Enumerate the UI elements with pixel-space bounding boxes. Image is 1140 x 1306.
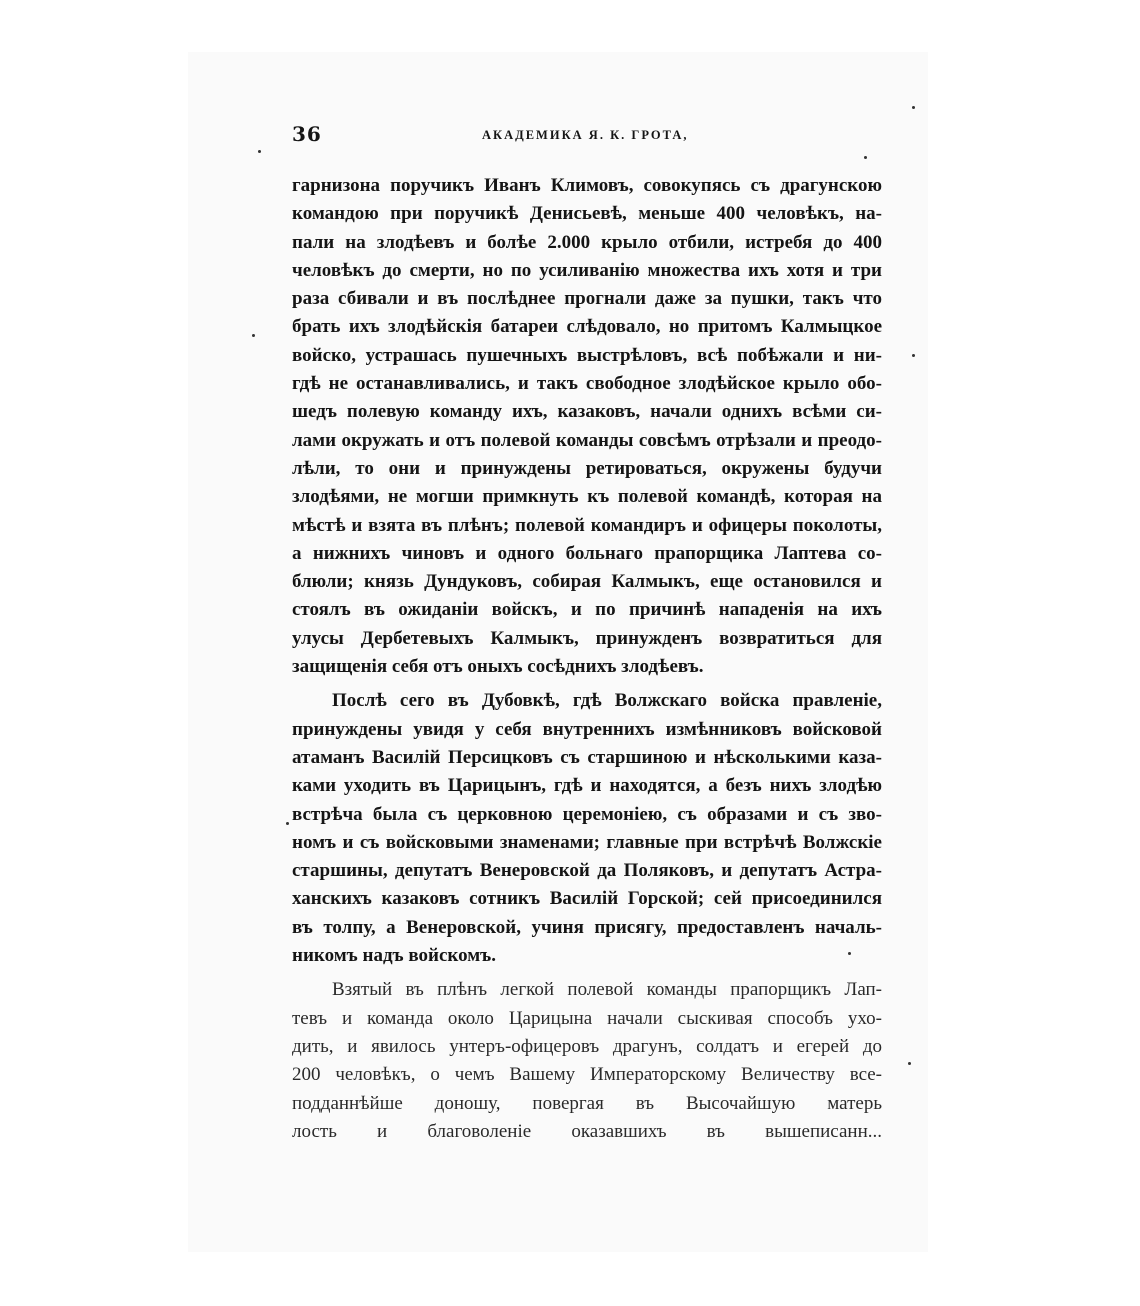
text-line: войско, устрашась пушечныхъ выстрѣловъ, всѣ побѣжали и ни- [292,344,882,366]
text-line: 200 человѣкъ, о чемъ Вашему Императорскому Величеству все- [292,1064,882,1086]
text-line: стоялъ въ ожиданіи войскъ, и по причинѣ нападенія на ихъ [292,599,882,621]
text-line: Взятый въ плѣнъ легкой полевой команды прапорщикъ Лап- [332,979,882,1001]
text-line: командою при поручикѣ Денисьевѣ, меньше 400 человѣкъ, на- [292,203,882,225]
text-line: лѣли, то они и принуждены ретироваться, окружены будучи [292,457,882,479]
text-line: гдѣ не останавливались, и такъ свободное злодѣйское крыло обо- [292,373,882,395]
text-line: старшины, депутатъ Венеровской да Поляковъ, и депутатъ Астра- [292,860,882,882]
scan-speck [258,150,261,153]
text-line: лами окружать и отъ полевой команды совсѣмъ отрѣзали и преодо- [292,429,882,451]
text-line: подданнѣйше доношу, повергая въ Высочайшую матерь [292,1092,882,1114]
body-text [292,172,882,1152]
text-line: раза сбивали и въ послѣднее прогнали даже за пушки, такъ что [292,288,882,310]
text-line: никомъ надъ войскомъ. [292,945,496,967]
page-number: 36 [292,122,322,146]
scan-speck [908,1062,911,1065]
text-line: человѣкъ до смерти, но по усиливанію множества ихъ хотя и три [292,259,882,281]
text-line: пали на злодѣевъ и болѣе 2.000 крыло отбили, истребя до 400 [292,231,882,253]
text-line: принуждены увидя у себя внутреннихъ измѣнниковъ войсковой [292,718,882,740]
scan-speck [252,334,255,337]
text-line: злодѣями, не могши примкнуть къ полевой командѣ, которая на [292,486,882,508]
text-line: улусы Дербетевыхъ Калмыкъ, принужденъ возвратиться для [292,627,882,649]
scan-speck [848,952,851,955]
text-line: защищенія себя отъ оныхъ сосѣднихъ злодѣевъ. [292,656,704,678]
text-line: атаманъ Василій Персицковъ съ старшиною и нѣсколькими каза- [292,746,882,768]
text-line: встрѣча была съ церковною церемоніею, съ образами и съ зво- [292,803,882,825]
scan-speck [286,822,289,825]
text-line: а нижнихъ чиновъ и одного больнаго прапорщика Лаптева со- [292,542,882,564]
paragraph-1 [292,172,882,681]
text-line: блюли; князь Дундуковъ, собирая Калмыкъ, еще остановился и [292,571,882,593]
page-header [292,122,882,152]
scan-speck [912,106,915,109]
text-line: мѣстѣ и взята въ плѣнъ; полевой командиръ и офицеры поколоты, [292,514,882,536]
paragraph-3 [292,976,882,1146]
running-head: АКАДЕМИКА Я. К. ГРОТА, [482,128,689,142]
text-line: брать ихъ злодѣйскія батареи слѣдовало, но притомъ Калмыцкое [292,316,882,338]
text-line: дить, и явилось унтеръ-офицеровъ драгунъ, солдатъ и егерей до [292,1035,882,1057]
text-line: Послѣ сего въ Дубовкѣ, гдѣ Волжскаго войска правленіе, [332,690,882,712]
scan-speck [864,156,867,159]
scan-speck [912,354,915,357]
text-line: гарнизона поручикъ Иванъ Климовъ, совокупясь съ драгунскою [292,175,882,196]
text-line: номъ и съ войсковыми знаменами; главные при встрѣчѣ Волжскіе [292,831,882,853]
paragraph-2 [292,687,882,970]
text-line: въ толпу, а Венеровской, учиня присягу, предоставленъ началь- [292,916,882,938]
text-line: тевъ и команда около Царицына начали сыскивая способъ ухо- [292,1007,882,1029]
text-line: ками уходить въ Царицынъ, гдѣ и находятся, а безъ нихъ злодѣю [292,775,882,797]
text-line: ханскихъ казаковъ сотникъ Василій Горской; сей присоединился [292,888,882,910]
text-line: лость и благоволеніе оказавшихъ въ вышеписанн... [292,1120,882,1142]
text-line: шедъ полевую команду ихъ, казаковъ, начали однихъ всѣми си- [292,401,882,423]
